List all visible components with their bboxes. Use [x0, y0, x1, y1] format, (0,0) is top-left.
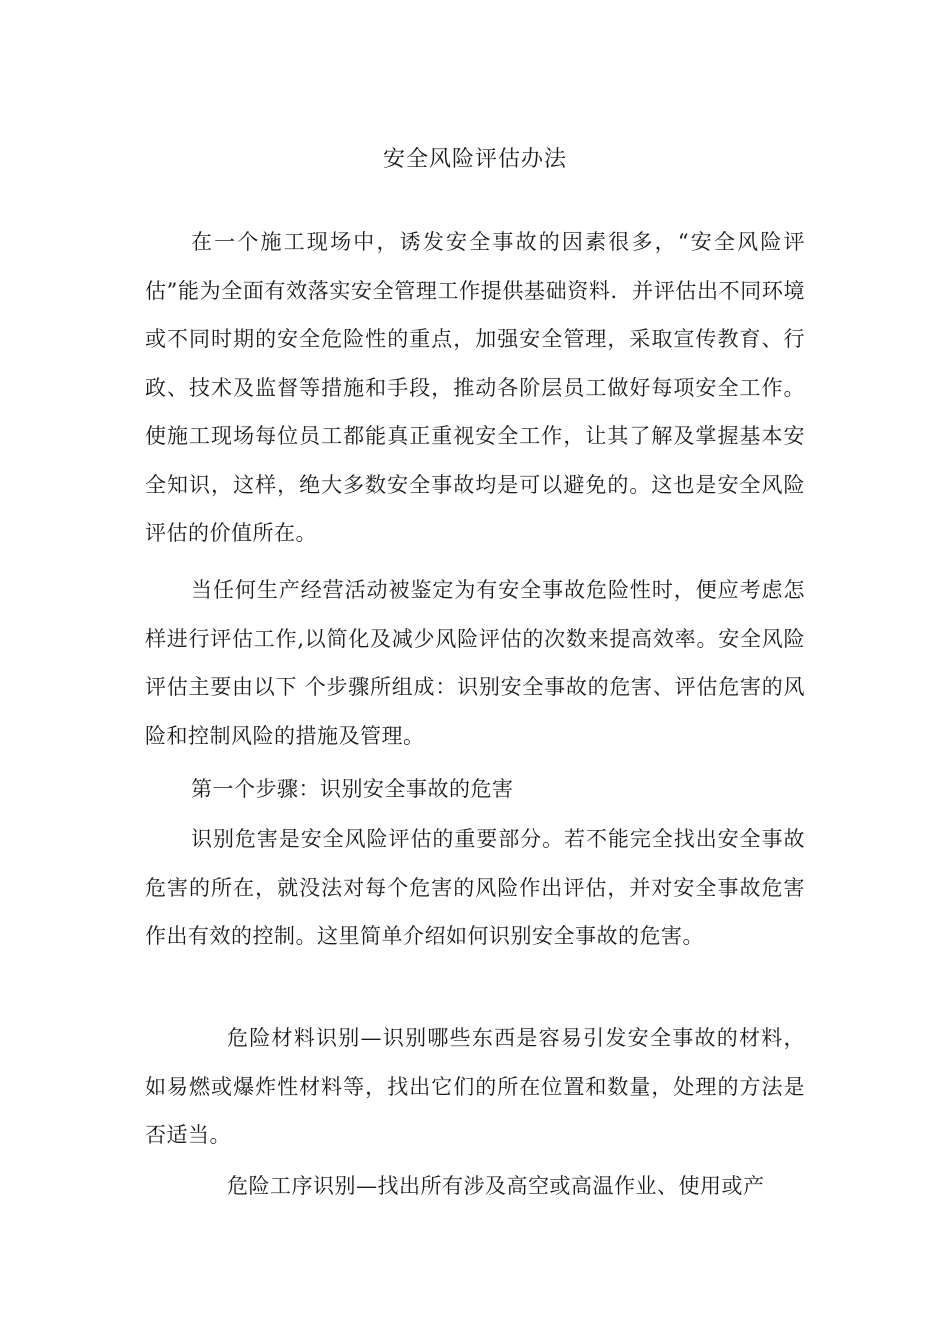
section-heading-step-one: 第一个步骤：识别安全事故的危害 — [191, 777, 514, 801]
paragraph-intro: 在一个施工现场中，诱发安全事故的因素很多，“安全风险评估”能为全面有效落实安全管理工作提供基础资料．并评估出不同环境或不同时期的安全危险性的重点，加强安全管理，采取宣传教育、行政、技术及监督等措施和手段，推动各阶层员工做好每项安全工作。使施工现场每位员工都能真正重视安全工作，让其了解及掌握基本安全知识，这样，绝大多数安全事故均是可以避免的。这也是安全风险评估的价值所在。 — [145, 230, 805, 545]
paragraph-hazardous-processes: 危险工序识别—找出所有涉及高空或高温作业、使用或产 — [227, 1174, 765, 1198]
paragraph-hazardous-materials: 危险材料识别—识别哪些东西是容易引发安全事故的材料，如易燃或爆炸性材料等，找出它们的所在位置和数量，处理的方法是否适当。 — [145, 1026, 805, 1147]
paragraph-assessment-steps: 当任何生产经营活动被鉴定为有安全事故危险性时，便应考虑怎样进行评估工作,以简化及减少风险评估的次数来提高效率。安全风险评估主要由以下 个步骤所组成：识别安全事故的危害、评估危害的风险和控制风险的措施及管理。 — [145, 578, 805, 748]
document-title: 安全风险评估办法 — [382, 147, 567, 172]
paragraph-hazard-identification: 识别危害是安全风险评估的重要部分。若不能完全找出安全事故危害的所在，就没法对每个危害的风险作出评估，并对安全事故危害作出有效的控制。这里简单介绍如何识别安全事故的危害。 — [145, 827, 805, 948]
